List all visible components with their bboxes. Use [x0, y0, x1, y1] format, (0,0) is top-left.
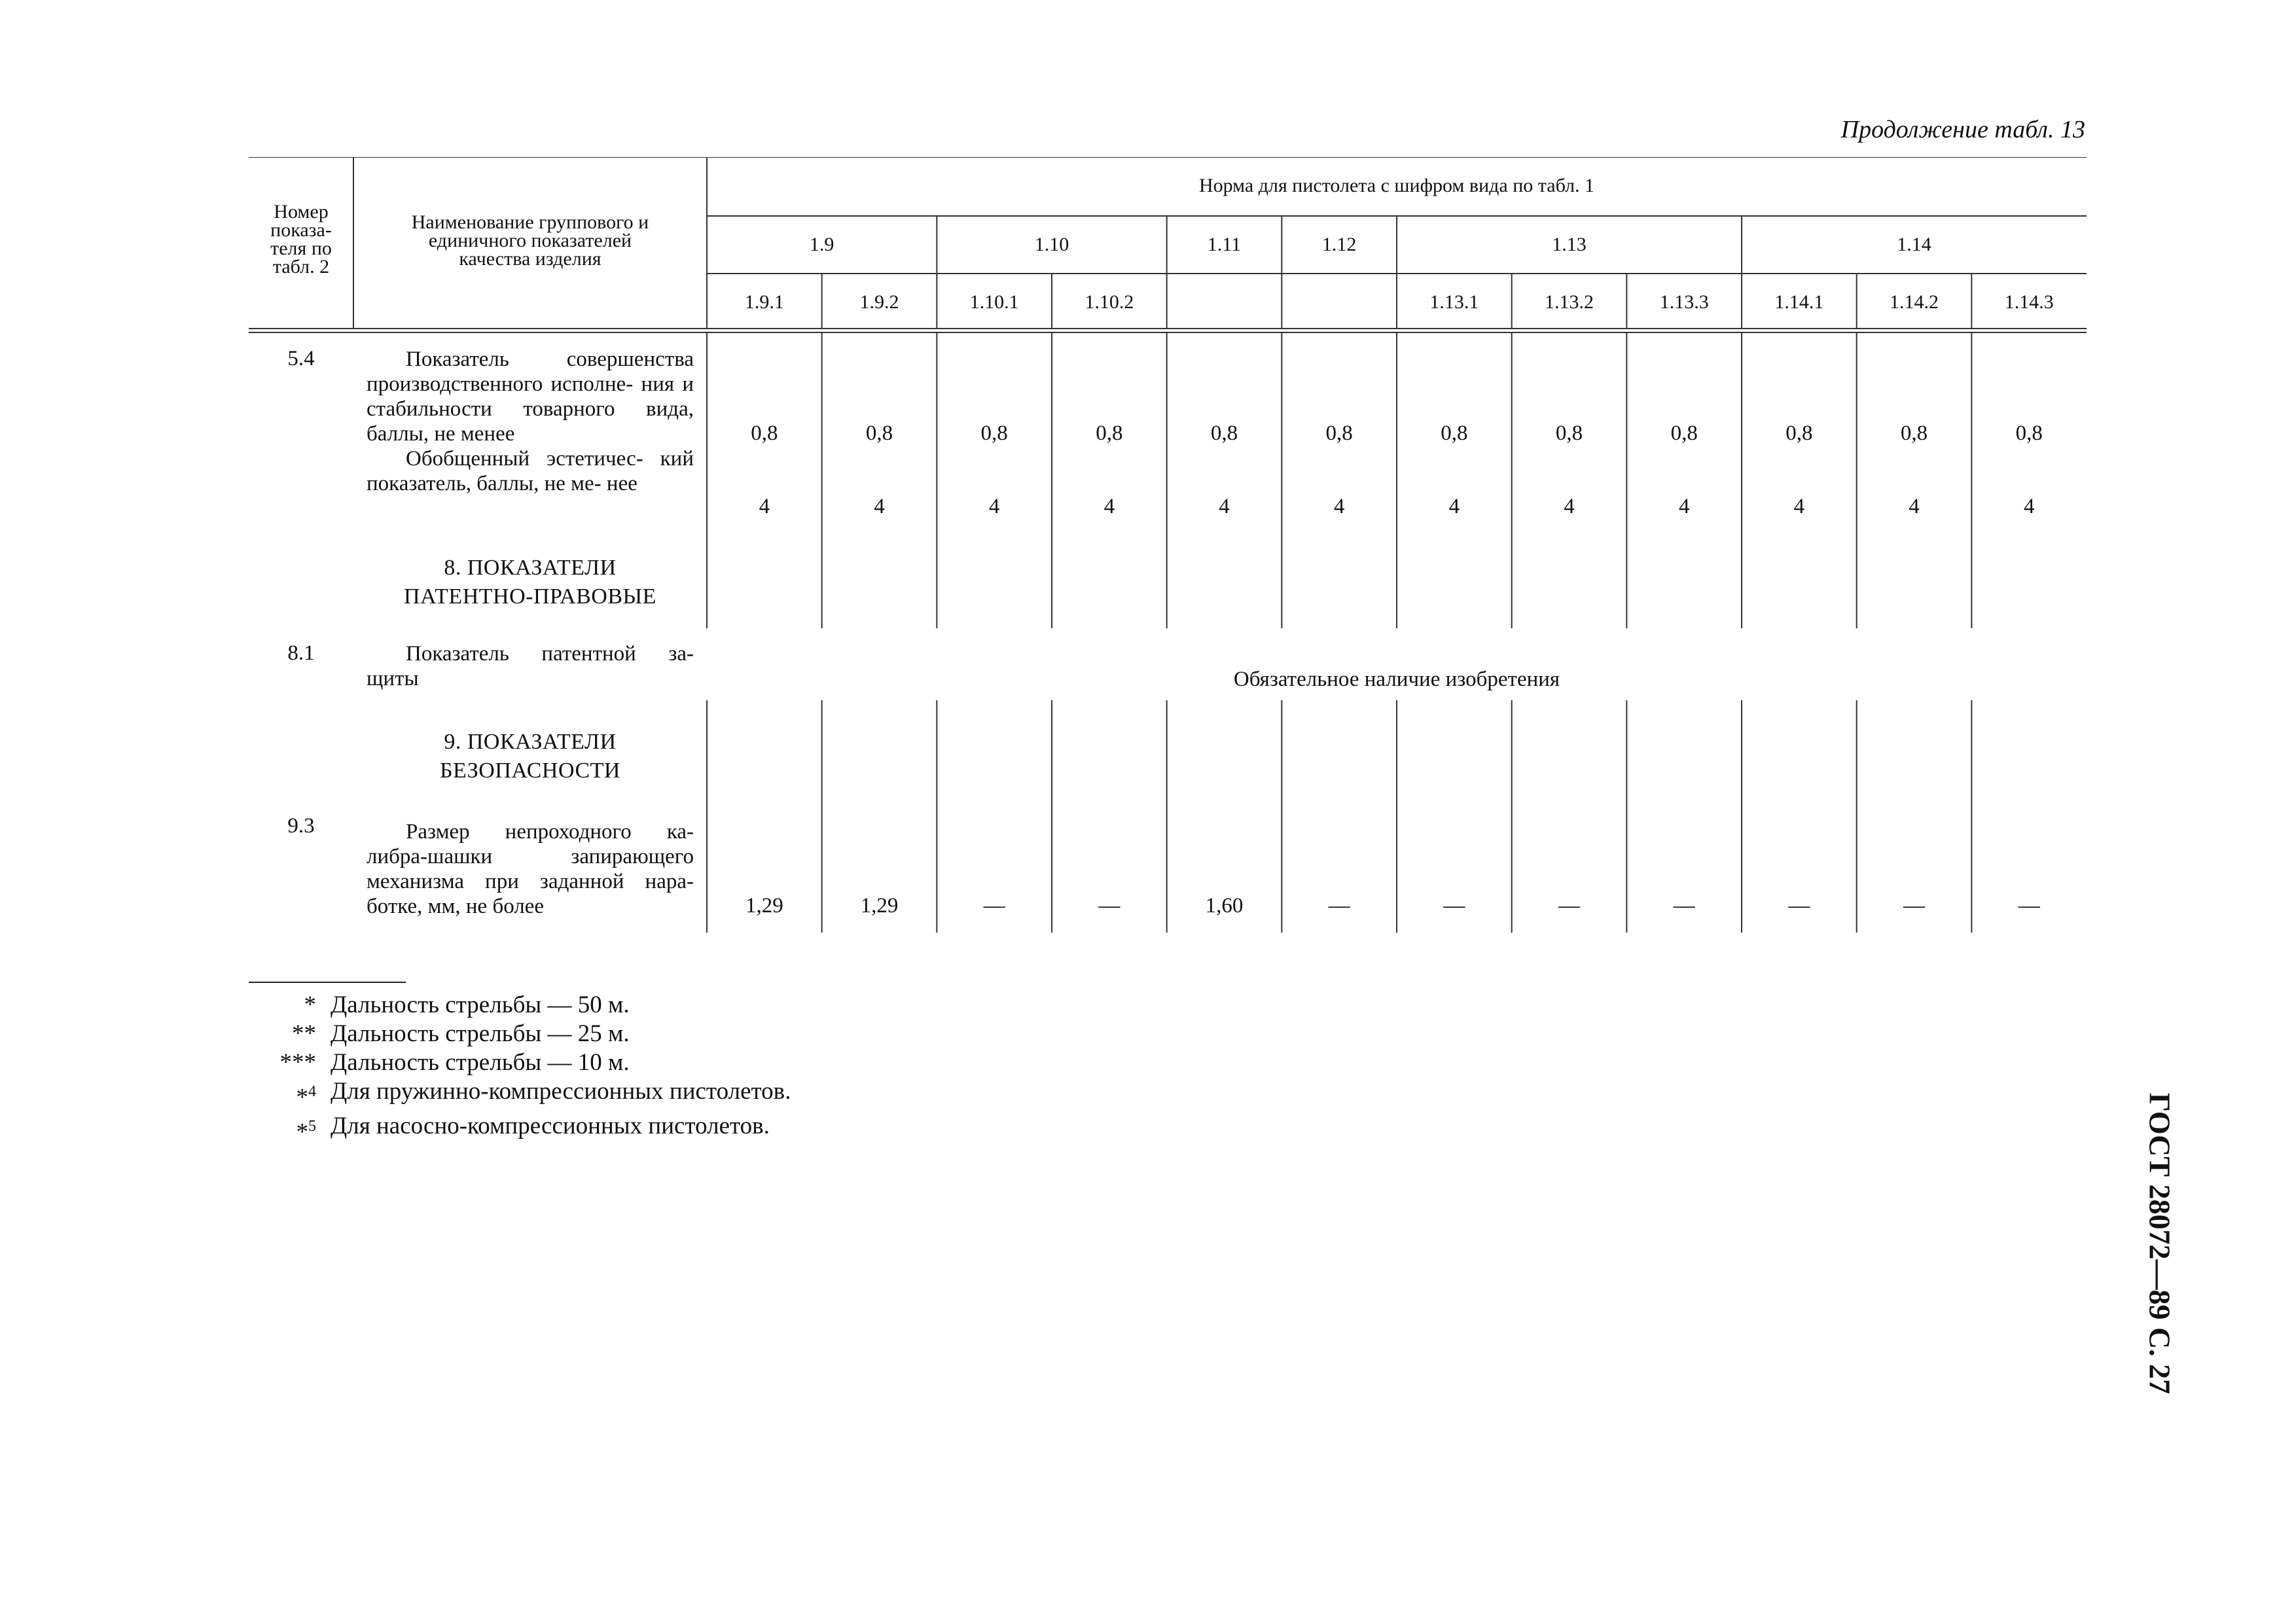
value-cell: 0,8	[980, 421, 1008, 445]
indicator-name: Обобщенный эстетичес- кий показатель, баллы, не ме- нее	[367, 447, 694, 495]
value-cell: 0,8	[1325, 421, 1353, 445]
col-header-norm: Норма для пистолета с шифром вида по табл. 1	[1198, 175, 1595, 196]
value-cell: 4	[874, 495, 885, 518]
value-cell: 4	[988, 495, 1000, 518]
sub-header: 1.10.1	[969, 291, 1019, 313]
footnote-text: Дальность стрельбы — 25 м.	[331, 1020, 630, 1047]
footnote-mark: *	[304, 991, 316, 1018]
value-cell: 0,8	[1441, 421, 1468, 445]
value-cell: —	[1443, 894, 1465, 918]
value-cell: 4	[1219, 495, 1230, 518]
col-header-name: Наименование группового и единичного показателей качества изделия	[411, 211, 649, 270]
row-number-5-4: 5.4	[287, 347, 315, 370]
indicator-name: Показатель совершенства производственного исполне- ния и стабильности товарного вида, баллы, не менее	[367, 348, 694, 446]
value-cell: 4	[2023, 495, 2035, 518]
sub-header: 1.13.1	[1429, 291, 1479, 313]
footnote-text: Дальность стрельбы — 50 м.	[331, 991, 630, 1018]
footnotes	[249, 982, 791, 1147]
group-header: 1.14	[1897, 234, 1931, 255]
value-cell: 0,8	[1785, 421, 1813, 445]
value-cell: —	[1788, 894, 1810, 918]
sub-header: 1.9.1	[744, 291, 784, 313]
sub-header: 1.10.2	[1085, 291, 1134, 313]
sub-header: 1.14.1	[1774, 291, 1824, 313]
indicator-name: Показатель патентной за- щиты	[367, 642, 694, 690]
section-heading-9: 9. ПОКАЗАТЕЛИ БЕЗОПАСНОСТИ	[440, 730, 620, 783]
value-cell: 4	[759, 495, 770, 518]
col-header-number: Номер показа- теля по табл. 2	[270, 201, 332, 277]
value-cell: 0,8	[1555, 421, 1583, 445]
value-cell: 4	[1793, 495, 1805, 518]
value-cell: —	[1098, 894, 1121, 918]
footnote-text: Дальность стрельбы — 10 м.	[331, 1049, 630, 1076]
value-cell: —	[1673, 894, 1695, 918]
continuation-label: Продолжение табл. 13	[1840, 116, 2085, 143]
row-number-8-1: 8.1	[287, 641, 315, 665]
footnote	[249, 991, 791, 1020]
value-cell: 1,29	[745, 894, 783, 918]
span-value: Обязательное наличие изобретения	[1233, 668, 1560, 691]
value-cell: 4	[1909, 495, 1920, 518]
sub-header: 1.13.2	[1545, 291, 1594, 313]
value-cell: 0,8	[1096, 421, 1123, 445]
value-cell: 1,29	[860, 894, 899, 918]
group-header: 1.13	[1552, 234, 1587, 255]
value-cell: —	[983, 894, 1005, 918]
value-cell: 0,8	[1210, 421, 1238, 445]
value-cell: 0,8	[1900, 421, 1928, 445]
group-header: 1.11	[1207, 234, 1242, 255]
sub-header: 1.13.3	[1659, 291, 1709, 313]
row-number-9-3: 9.3	[287, 814, 315, 838]
indicator-name: Размер непроходного ка- либра-шашки запирающего механизма при заданной нара- ботке, мм, не более	[367, 820, 694, 918]
footnote-mark: **	[292, 1020, 316, 1047]
value-cell: —	[1328, 894, 1350, 918]
value-cell: 0,8	[751, 421, 778, 445]
footnote	[249, 1077, 791, 1112]
value-cell: —	[1558, 894, 1581, 918]
value-cell: 4	[1333, 495, 1345, 518]
value-cell: 1,60	[1205, 894, 1244, 918]
group-header: 1.10	[1034, 234, 1069, 255]
value-cell: 4	[1678, 495, 1690, 518]
group-header: 1.9	[809, 234, 834, 255]
group-header: 1.12	[1321, 234, 1357, 255]
footnote-text: Для насосно-компрессионных пистолетов.	[331, 1113, 770, 1140]
section-heading-8: 8. ПОКАЗАТЕЛИ ПАТЕНТНО-ПРАВОВЫЕ	[404, 556, 656, 609]
value-cell: 4	[1448, 495, 1460, 518]
footnote	[249, 1020, 791, 1048]
value-cell: 4	[1103, 495, 1115, 518]
footnote-mark: *$^5$	[296, 1118, 316, 1146]
footnote	[249, 1048, 791, 1077]
footnote-mark: *$^4$	[296, 1083, 316, 1111]
footnote-text: Для пружинно-компрессионных пистолетов.	[331, 1078, 791, 1105]
value-cell: 0,8	[1670, 421, 1698, 445]
footnote	[249, 1112, 791, 1147]
value-cell: 0,8	[2015, 421, 2043, 445]
standard-page-label: ГОСТ 28072—89 С. 27	[2143, 1092, 2177, 1395]
value-cell: 4	[1564, 495, 1575, 518]
sub-header: 1.9.2	[859, 291, 899, 313]
value-cell: —	[1903, 894, 1926, 918]
sub-header: 1.14.3	[2004, 291, 2054, 313]
value-cell: 0,8	[865, 421, 893, 445]
footnote-rule	[249, 982, 406, 983]
footnote-mark: ***	[279, 1049, 316, 1076]
norms-table	[249, 157, 2087, 936]
sub-header: 1.14.2	[1890, 291, 1939, 313]
value-cell: —	[2018, 894, 2040, 918]
